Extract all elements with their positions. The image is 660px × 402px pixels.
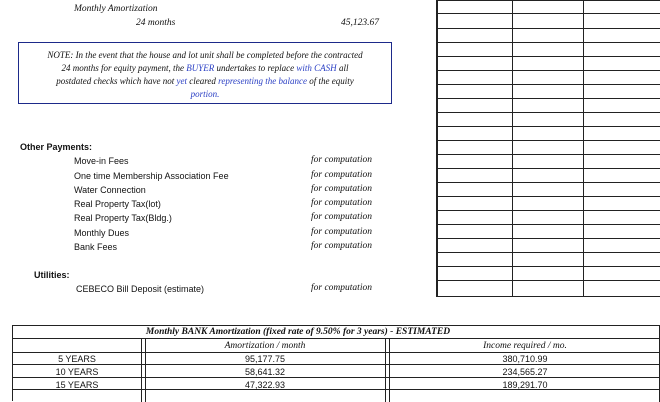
note-cash: with CASH [296, 63, 337, 73]
bank-table-title: Monthly BANK Amortization (fixed rate of 9.50% for 3 years) - ESTIMATED [145, 327, 451, 337]
bank-amortization-table [12, 325, 660, 401]
utility-value: for computation [311, 283, 372, 293]
row-term: 15 YEARS [55, 380, 99, 390]
col-income-header: Income required / mo. [483, 341, 567, 351]
note-line-3: postdated checks which have not yet cleared representing the balance of the equity [56, 76, 354, 86]
payment-label: Real Property Tax(lot) [74, 199, 161, 209]
row-income: 380,710.99 [502, 354, 548, 364]
note-line-4: portion. [190, 89, 220, 99]
note-line-1: NOTE: In the event that the house and lot unit shall be completed before the contracted [47, 50, 363, 60]
other-payments-heading: Other Payments: [20, 142, 93, 152]
note-buyer: BUYER [186, 63, 215, 73]
amortization-term: 24 months [136, 18, 176, 28]
row-amortization: 47,322.93 [244, 380, 286, 390]
payment-value: for computation [311, 212, 372, 222]
right-grid [436, 0, 660, 297]
payment-value: for computation [311, 170, 372, 180]
payment-label: Monthly Dues [74, 228, 130, 238]
payment-label: Water Connection [74, 185, 146, 195]
payment-value: for computation [311, 184, 372, 194]
payment-label: Bank Fees [74, 242, 118, 252]
note-line-2: 24 months for equity payment, the BUYER undertakes to replace with CASH all [61, 63, 349, 73]
col-amortization-header: Amortization / month [224, 341, 306, 351]
row-amortization: 58,641.32 [244, 367, 286, 377]
payment-label: One time Membership Association Fee [74, 171, 229, 181]
row-income: 234,565.27 [502, 367, 548, 377]
note-yet: yet [176, 76, 187, 86]
utility-label: CEBECO Bill Deposit (estimate) [76, 284, 205, 294]
payment-value: for computation [311, 198, 372, 208]
row-income: 189,291.70 [502, 380, 548, 390]
payment-value: for computation [311, 155, 372, 165]
row-term: 10 YEARS [55, 367, 99, 377]
payment-value: for computation [311, 241, 372, 251]
note-box [18, 42, 392, 104]
note-balance: representing the balance [218, 76, 307, 86]
payment-value: for computation [311, 227, 372, 237]
payment-label: Move-in Fees [74, 156, 129, 166]
amortization-amount: 45,123.67 [341, 18, 379, 28]
amortization-label: Monthly Amortization [74, 4, 158, 14]
row-amortization: 95,177.75 [244, 354, 286, 364]
row-term: 5 YEARS [58, 354, 96, 364]
payment-label: Real Property Tax(Bldg.) [74, 213, 172, 223]
utilities-heading: Utilities: [34, 270, 70, 280]
